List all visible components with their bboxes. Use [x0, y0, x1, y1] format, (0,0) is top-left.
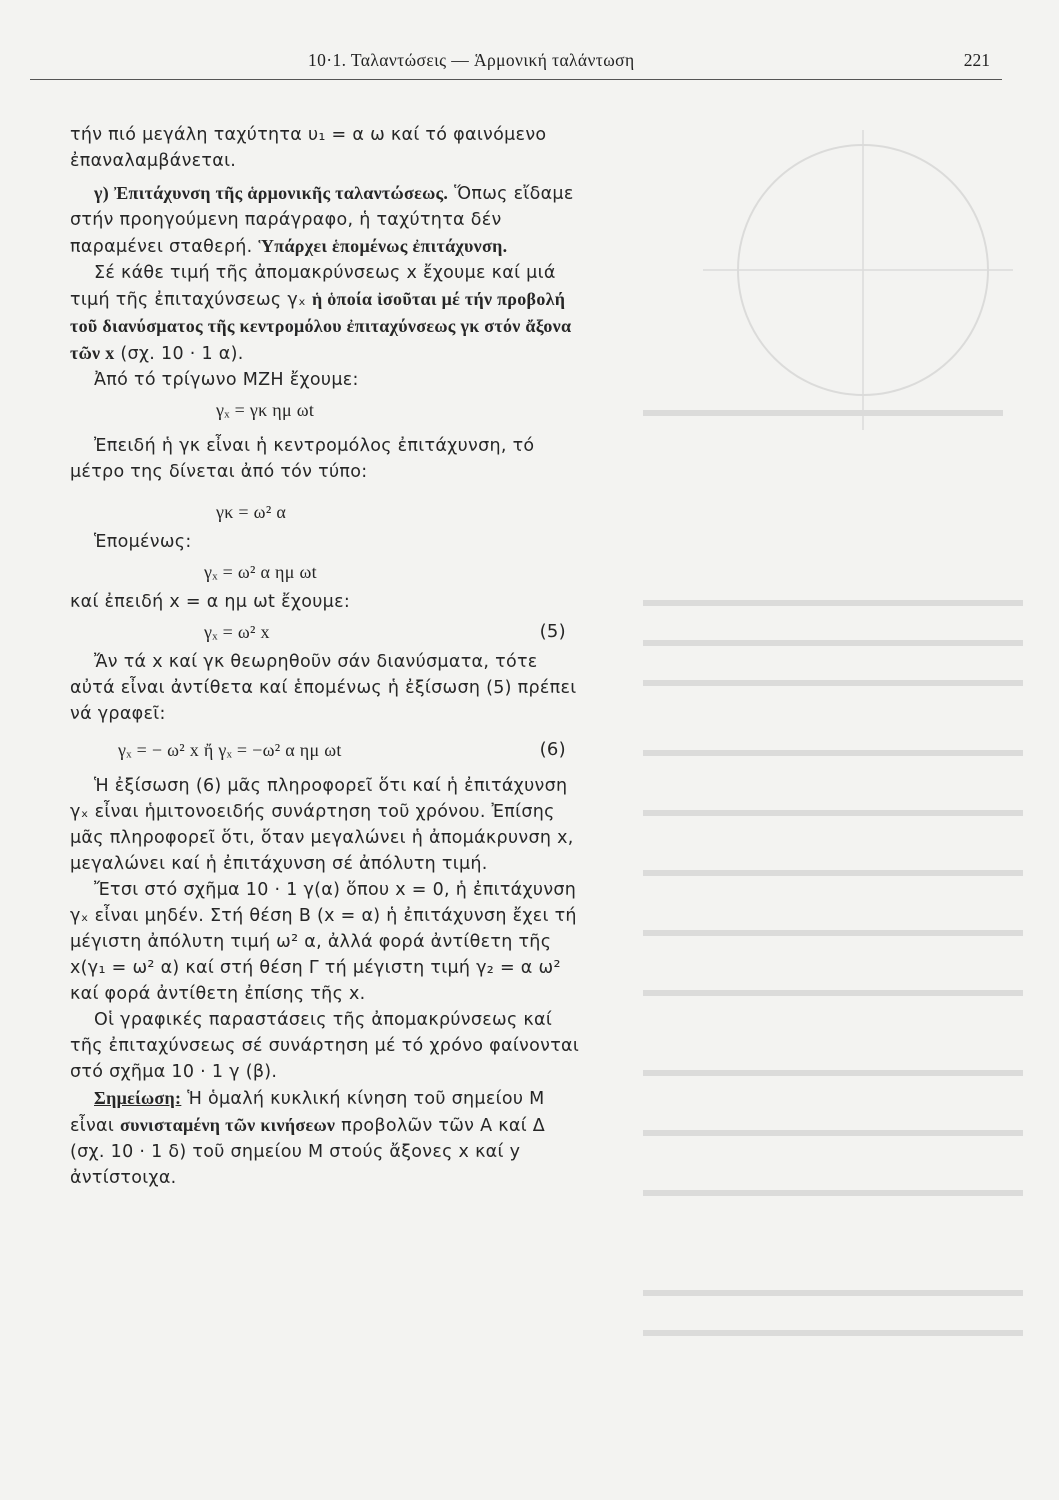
emphasis-text: συνισταμένη τῶν κινήσεων [119, 1115, 336, 1135]
bleed-line [643, 750, 1023, 756]
section-heading: γ) Ἐπιτάχυνση τῆς ἁρμονικῆς ταλαντώσεως. [94, 183, 449, 203]
paragraph: καί ἐπειδή x = α ημ ωt ἔχουμε: [70, 592, 351, 612]
bleed-line [643, 680, 1023, 686]
bleed-circle [738, 145, 988, 395]
bleed-line [643, 1330, 1023, 1336]
equation-expression: γₓ = ω² α ημ ωt [204, 562, 317, 582]
bleed-line [643, 930, 1023, 936]
paragraph [70, 260, 580, 367]
paragraph: Ἄν τά x καί γκ θεωρηθοῦν σάν διανύσματα, τότε αὐτά εἶναι ἀντίθετα καί ἑπομένως ἡ ἐξίσωση (5) πρέπει νά γραφεῖ: [70, 652, 577, 724]
equation [70, 495, 580, 529]
equation-number: (6) [539, 739, 566, 760]
bleed-line [643, 1070, 1023, 1076]
equation-expression: γₓ = ω² x [204, 622, 270, 642]
show-through-figure [613, 110, 1033, 1360]
paragraph: Ἡ ἐξίσωση (6) μᾶς πληροφορεῖ ὅτι καί ἡ ἐπιτάχυνση γₓ εἶναι ἡμιτονοειδής συνάρτηση τοῦ χρόνου. Ἐπίσης μᾶς πληροφορεῖ ὅτι, ὅταν μεγαλώνει ἡ ἀπομάκρυνση x, μεγαλώνει καί ἡ ἐπιτάχυνση σέ ἀπόλυτη τιμή. [70, 776, 574, 874]
equation-number: (5) [539, 621, 566, 642]
equation-expression: γₓ = − ω² x ἤ γₓ = −ω² α ημ ωt [118, 740, 342, 760]
equation-expression: γₓ = γκ ημ ωt [216, 400, 315, 420]
bleed-line [643, 870, 1023, 876]
paragraph-acceleration [70, 180, 580, 260]
paragraph-note [70, 1085, 580, 1191]
paragraph: τήν πιό μεγάλη ταχύτητα υ₁ = α ω καί τό φαινόμενο ἐπαναλαμβάνεται. [70, 125, 547, 171]
bleed-line [643, 990, 1023, 996]
paragraph-text: Ὅπως εἴδαμε στήν προηγούμενη παράγραφο, ἡ ταχύτητα δέν παραμένει σταθερή. [70, 184, 574, 257]
chapter-title: 10·1. Ταλαντώσεις — Ἁρμονική ταλάντωση [308, 50, 635, 70]
paragraph: Ἔτσι στό σχῆμα 10 · 1 γ(α) ὅπου x = 0, ἡ ἐπιτάχυνση γₓ εἶναι μηδέν. Στή θέση Β (x = α) ἡ ἐπιτάχυνση ἔχει τή μέγιστη ἀπόλυτη τιμή ω² α, ἀλλά φορά ἀντίθετη τῆς x(γ₁ = ω² α) καί στή θέση Γ τή μέγιστη τιμή γ₂ = α ω² καί φορά ἀντίθετη ἐπίσης τῆς x. [70, 880, 577, 1004]
paragraph: Ἑπομένως: [94, 532, 192, 552]
bleed-line [643, 810, 1023, 816]
text-column [70, 122, 580, 1191]
running-header [30, 50, 1002, 80]
paragraph: Ἐπειδή ἡ γκ εἶναι ἡ κεντρομόλος ἐπιτάχυνση, τό μέτρο της δίνεται ἀπό τόν τύπο: [70, 436, 535, 482]
equation [70, 555, 580, 589]
bleed-line [643, 1190, 1023, 1196]
bleed-line [643, 410, 1003, 416]
paragraph: Ἀπό τό τρίγωνο ΜΖΗ ἔχουμε: [94, 370, 359, 390]
bleed-line [643, 640, 1023, 646]
paragraph-text: Σέ κάθε τιμή τῆς ἀπομακρύνσεως x ἔχουμε καί μιά τιμή τῆς ἐπιταχύνσεως γₓ [70, 263, 556, 310]
paragraph-text: Ἡ ὁμαλή κυκλική κίνηση τοῦ σημείου Μ εἶναι [70, 1089, 545, 1136]
equation-expression: γκ = ω² α [216, 502, 287, 522]
paragraph-text: προβολῶν τῶν Α καί Δ (σχ. 10 · 1 δ) τοῦ σημείου Μ στούς ἄξονες x καί y ἀντίστοιχα. [70, 1116, 546, 1188]
note-heading: Σημείωση: [94, 1088, 182, 1108]
emphasis-text: Ὑπάρχει ἑπομένως ἐπιτάχυνση. [258, 236, 508, 256]
equation [70, 393, 580, 427]
paragraph: Οἱ γραφικές παραστάσεις τῆς ἀπομακρύνσεως καί τῆς ἐπιταχύνσεως σέ συνάρτηση μέ τό χρόνο φαίνονται στό σχῆμα 10 · 1 γ (β). [70, 1010, 580, 1082]
emphasis-text: ἡ ὁποία ἰσοῦται μέ τήν προβολή τοῦ διανύσματος τῆς κεντρομόλου ἐπιταχύνσεως γκ στόν ἄξονα τῶν x [70, 289, 572, 363]
equation [70, 733, 580, 767]
equation [70, 615, 580, 649]
header-rule [30, 79, 1002, 80]
bleed-line [643, 1290, 1023, 1296]
bleed-line [643, 600, 1023, 606]
paragraph-text: (σχ. 10 · 1 α). [114, 344, 244, 364]
page-number: 221 [963, 50, 990, 70]
bleed-line [643, 1130, 1023, 1136]
